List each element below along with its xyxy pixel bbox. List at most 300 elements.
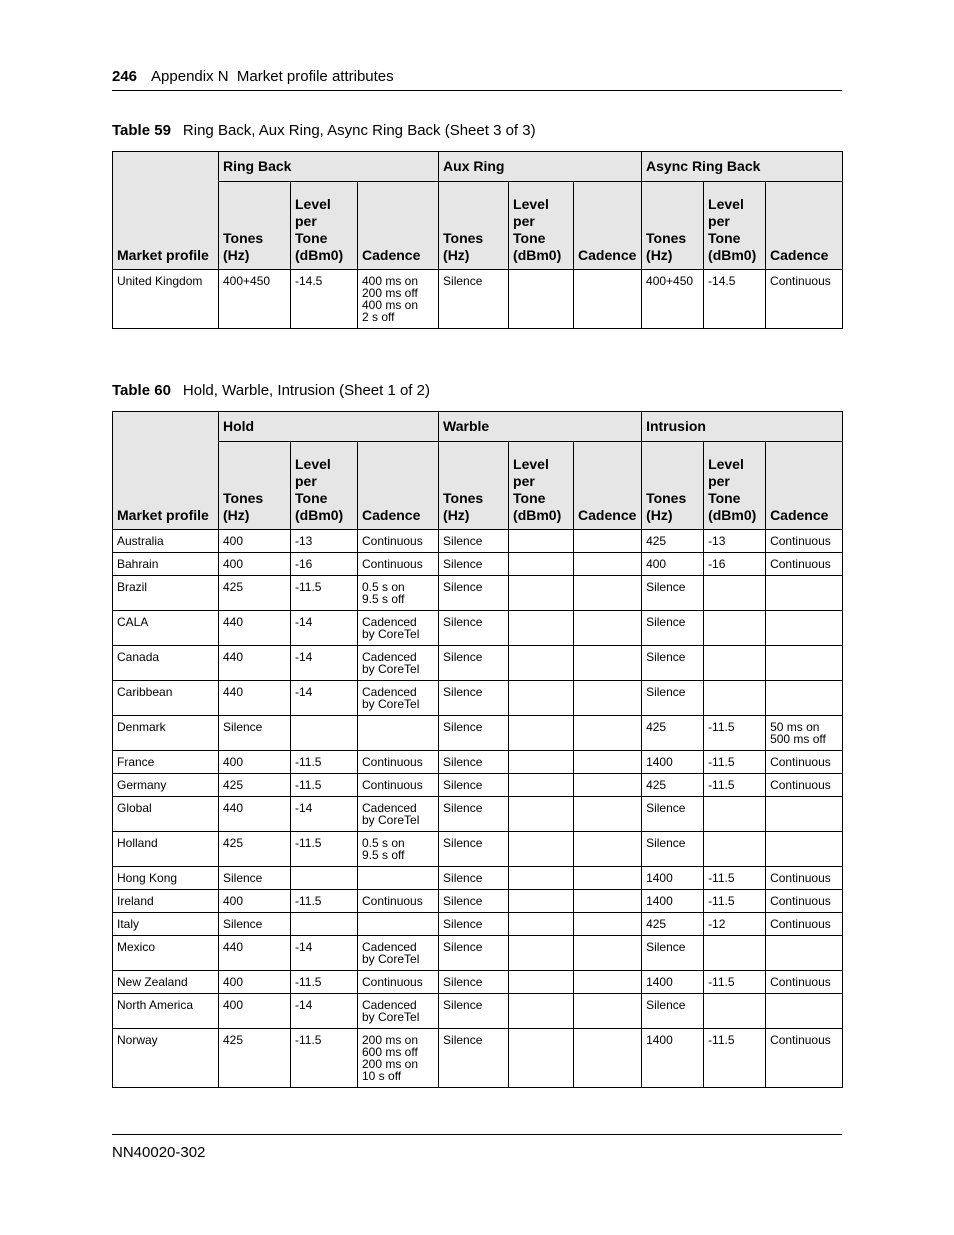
table-cell [509,553,574,576]
table-cell [704,611,766,646]
table-row [113,681,843,716]
cell-text: 400 [223,534,244,548]
table-cell [358,774,439,797]
table-cell [704,867,766,890]
table-cell [358,797,439,832]
table-cell [766,890,843,913]
table-cell [766,994,843,1029]
table-cell [291,797,358,832]
table-cell [358,936,439,971]
column-header [358,442,439,530]
cell-text: 1400 [646,1033,673,1047]
table-cell [574,270,642,329]
table-cell [766,553,843,576]
table-cell [219,832,291,867]
market-profile-cell [113,867,219,890]
column-header-label: Level per Tone (dBm0) [708,456,757,523]
table-cell [439,832,509,867]
table-cell [291,681,358,716]
column-header [219,442,291,530]
table-cell [219,530,291,553]
table59-label: Table 59 [112,122,171,139]
cell-text: Silence [443,685,483,699]
table-cell [509,576,574,611]
cell-text: Continuous [362,755,423,769]
table-cell [704,751,766,774]
table-cell [509,681,574,716]
group-header: Hold [219,412,439,442]
group-header: Warble [439,412,642,442]
table-cell [574,797,642,832]
market-profile-cell [113,913,219,936]
cell-text: North America [117,998,194,1012]
table-cell [704,530,766,553]
table-cell [219,553,291,576]
cell-text: Continuous [362,557,423,571]
table-cell [291,1029,358,1088]
cell-text: Norway [117,1033,158,1047]
cell-text: Silence [443,975,483,989]
table59-title: Ring Back, Aux Ring, Async Ring Back (Sheet 3 of 3) [182,122,536,139]
cell-text: 400 [223,894,244,908]
group-header: Aux Ring [439,152,642,182]
cell-text: Silence [443,720,483,734]
table-cell [574,681,642,716]
table-cell [358,1029,439,1088]
cell-text: -11.5 [708,1033,735,1047]
table-row [113,576,843,611]
column-header [439,442,509,530]
table-cell [439,867,509,890]
column-header-label: Tones (Hz) [443,230,484,263]
cell-text: New Zealand [117,975,188,989]
column-header-label: Level per Tone (dBm0) [513,456,562,523]
table-cell [291,913,358,936]
page-header [112,68,842,86]
table-row [113,832,843,867]
cell-text: -11.5 [708,871,735,885]
table-cell [291,716,358,751]
table-row [113,716,843,751]
cell-text: 1400 [646,755,673,769]
table-cell [642,936,704,971]
cell-text: Silence [646,650,686,664]
table-cell [219,867,291,890]
market-profile-cell [113,751,219,774]
cell-text: Caribbean [117,685,173,699]
cell-text: 50 ms on 500 ms off [770,720,826,746]
cell-text: Hong Kong [117,871,178,885]
table-cell [509,994,574,1029]
column-header-label: Cadence [362,507,421,523]
cell-text: 400 [223,557,244,571]
cell-text: Continuous [362,894,423,908]
cell-text: Continuous [770,534,831,548]
cell-text: Silence [646,940,686,954]
table-cell [219,994,291,1029]
table-row [113,751,843,774]
table-cell [291,576,358,611]
table-cell [509,890,574,913]
table-cell [439,751,509,774]
cell-text: 425 [646,778,667,792]
table-cell [219,681,291,716]
table-cell [766,913,843,936]
market-profile-cell [113,530,219,553]
cell-text: -14 [295,615,313,629]
table-cell [766,797,843,832]
table-cell [642,553,704,576]
cell-text: 425 [646,534,667,548]
market-profile-header: Market profile [113,412,219,530]
column-header-label: Level per Tone (dBm0) [295,456,344,523]
table-row [113,611,843,646]
table-cell [642,270,704,329]
page-header-title: Appendix N Market profile attributes [151,68,394,85]
cell-text: 1400 [646,975,673,989]
table-row [113,553,843,576]
cell-text: Global [117,801,152,815]
table-cell [574,832,642,867]
market-profile-header: Market profile [113,152,219,270]
table-cell [509,797,574,832]
table-cell [219,1029,291,1088]
cell-text: -11.5 [708,975,735,989]
market-profile-cell [113,890,219,913]
column-header-label: Level per Tone (dBm0) [513,196,562,263]
table-cell [439,797,509,832]
table-cell [704,576,766,611]
cell-text: Continuous [770,274,831,288]
table-cell [704,832,766,867]
table-cell [219,774,291,797]
cell-text: United Kingdom [117,274,203,288]
column-header-label: Tones (Hz) [223,490,264,523]
table-cell [291,971,358,994]
cell-text: Continuous [770,894,831,908]
cell-text: -14 [295,685,313,699]
column-header-label: Tones (Hz) [646,490,687,523]
table-row [113,971,843,994]
table-cell [439,1029,509,1088]
cell-text: Cadenced by CoreTel [362,615,420,641]
table-cell [642,994,704,1029]
table-cell [291,611,358,646]
table-cell [704,971,766,994]
cell-text: Continuous [362,975,423,989]
cell-text: Continuous [770,1033,831,1047]
cell-text: 425 [646,917,667,931]
market-profile-cell [113,646,219,681]
table-cell [642,890,704,913]
table-cell [704,270,766,329]
table-cell [574,751,642,774]
cell-text: Continuous [362,534,423,548]
cell-text: France [117,755,155,769]
cell-text: -11.5 [295,975,322,989]
column-header [291,182,358,270]
column-header [704,182,766,270]
table-cell [439,530,509,553]
table-cell [704,716,766,751]
cell-text: Silence [646,685,686,699]
cell-text: Cadenced by CoreTel [362,650,420,676]
cell-text: Cadenced by CoreTel [362,801,420,827]
table-cell [766,867,843,890]
table-cell [439,270,509,329]
table-cell [358,867,439,890]
table-cell [358,611,439,646]
column-header [642,442,704,530]
table-cell [358,681,439,716]
cell-text: Ireland [117,894,154,908]
table-cell [439,646,509,681]
table-cell [642,797,704,832]
cell-text: Canada [117,650,160,664]
table-cell [574,936,642,971]
cell-text: -14 [295,650,313,664]
cell-text: 425 [646,720,667,734]
cell-text: Cadenced by CoreTel [362,685,420,711]
table-cell [358,270,439,329]
cell-text: 425 [223,580,244,594]
cell-text: Silence [443,871,483,885]
group-header: Ring Back [219,152,439,182]
cell-text: -12 [708,917,726,931]
table-cell [219,611,291,646]
column-header-label: Tones (Hz) [443,490,484,523]
table-cell [219,576,291,611]
table-cell [574,971,642,994]
table-row [113,646,843,681]
table-cell [704,646,766,681]
table-cell [358,913,439,936]
cell-text: Silence [443,1033,483,1047]
table-cell [509,832,574,867]
table-cell [439,716,509,751]
table-cell [439,774,509,797]
cell-text: Continuous [770,755,831,769]
column-header [219,182,291,270]
table-row [113,890,843,913]
column-header-label: Cadence [770,507,829,523]
cell-text: -11.5 [295,755,322,769]
table-cell [358,553,439,576]
cell-text: Bahrain [117,557,159,571]
market-profile-cell [113,681,219,716]
cell-text: Cadenced by CoreTel [362,940,420,966]
table-cell [509,867,574,890]
table-cell [509,913,574,936]
table-cell [574,716,642,751]
cell-text: Silence [646,998,686,1012]
table-cell [291,832,358,867]
cell-text: -11.5 [295,836,322,850]
table-cell [766,716,843,751]
table-cell [358,971,439,994]
table-cell [509,646,574,681]
cell-text: -14 [295,940,313,954]
cell-text: 400 [223,975,244,989]
cell-text: 0.5 s on 9.5 s off [362,580,405,606]
page-number: 246 [112,68,138,85]
column-header [766,182,843,270]
cell-text: Australia [117,534,164,548]
cell-text: 1400 [646,894,673,908]
table-row [113,270,843,329]
table-cell [439,576,509,611]
table-cell [509,1029,574,1088]
table-cell [704,936,766,971]
cell-text: 0.5 s on 9.5 s off [362,836,405,862]
column-header [642,182,704,270]
table-cell [358,832,439,867]
table-cell [291,646,358,681]
cell-text: -11.5 [708,755,735,769]
cell-text: CALA [117,615,149,629]
table-cell [291,994,358,1029]
table-cell [642,832,704,867]
table-cell [439,936,509,971]
table-cell [509,751,574,774]
cell-text: Italy [117,917,140,931]
table-cell [358,751,439,774]
table-cell [219,971,291,994]
table-cell [439,994,509,1029]
table59 [112,151,843,329]
table-cell [219,270,291,329]
cell-text: Continuous [770,871,831,885]
table-cell [358,890,439,913]
cell-text: Silence [443,998,483,1012]
cell-text: -14.5 [295,274,323,288]
table-cell [574,774,642,797]
table-row [113,774,843,797]
cell-text: 400 [223,998,244,1012]
cell-text: Cadenced by CoreTel [362,998,420,1024]
table-cell [704,994,766,1029]
cell-text: 425 [223,836,244,850]
table-row [113,913,843,936]
cell-text: Silence [443,940,483,954]
table-cell [704,890,766,913]
column-header [439,182,509,270]
table-cell [642,971,704,994]
cell-text: Silence [443,894,483,908]
market-profile-cell [113,716,219,751]
cell-text: 400+450 [646,274,694,288]
column-header [358,182,439,270]
market-profile-cell [113,553,219,576]
table-cell [704,774,766,797]
table-cell [574,1029,642,1088]
column-header [574,442,642,530]
cell-text: -11.5 [708,720,735,734]
market-profile-cell [113,994,219,1029]
cell-text: Continuous [770,975,831,989]
table-cell [574,553,642,576]
table-cell [766,681,843,716]
cell-text: Silence [443,778,483,792]
table-cell [219,751,291,774]
cell-text: -14.5 [708,274,736,288]
market-profile-cell [113,611,219,646]
table-cell [574,611,642,646]
cell-text: -14 [295,998,313,1012]
table-cell [509,971,574,994]
table-cell [219,890,291,913]
cell-text: -11.5 [295,1033,322,1047]
table-cell [509,774,574,797]
market-profile-cell [113,797,219,832]
table-cell [642,530,704,553]
column-header-label: Tones (Hz) [223,230,264,263]
cell-text: -11.5 [708,778,735,792]
table-cell [704,797,766,832]
column-header-label: Level per Tone (dBm0) [295,196,344,263]
market-profile-cell [113,576,219,611]
cell-text: Silence [443,274,483,288]
cell-text: Continuous [770,917,831,931]
table-cell [509,936,574,971]
table-row [113,867,843,890]
table-cell [574,994,642,1029]
table-cell [704,913,766,936]
cell-text: Denmark [117,720,166,734]
cell-text: -16 [708,557,726,571]
table-cell [291,774,358,797]
table-cell [642,611,704,646]
column-header-label: Cadence [362,247,421,263]
group-header: Async Ring Back [642,152,843,182]
table-row [113,530,843,553]
table59-caption [112,122,536,140]
cell-text: Mexico [117,940,156,954]
table-cell [509,530,574,553]
market-profile-cell [113,971,219,994]
table-cell [704,681,766,716]
market-profile-cell [113,1029,219,1088]
column-header-label: Tones (Hz) [646,230,687,263]
cell-text: Silence [223,917,263,931]
cell-text: 440 [223,615,244,629]
table-cell [642,913,704,936]
market-profile-cell [113,270,219,329]
table-row [113,1029,843,1088]
table-cell [704,1029,766,1088]
table-cell [219,913,291,936]
cell-text: Silence [443,801,483,815]
cell-text: Silence [443,917,483,931]
cell-text: -13 [295,534,313,548]
table-cell [219,646,291,681]
column-header [291,442,358,530]
table-cell [574,890,642,913]
cell-text: 400 ms on 200 ms off 400 ms on 2 s off [362,274,419,324]
cell-text: 440 [223,940,244,954]
cell-text: Continuous [770,557,831,571]
cell-text: Germany [117,778,167,792]
cell-text: -11.5 [295,894,322,908]
table-cell [291,270,358,329]
table-cell [439,611,509,646]
table-cell [766,751,843,774]
column-header-label: Level per Tone (dBm0) [708,196,757,263]
cell-text: Holland [117,836,158,850]
table-cell [704,553,766,576]
cell-text: 400 [223,755,244,769]
table-cell [642,681,704,716]
